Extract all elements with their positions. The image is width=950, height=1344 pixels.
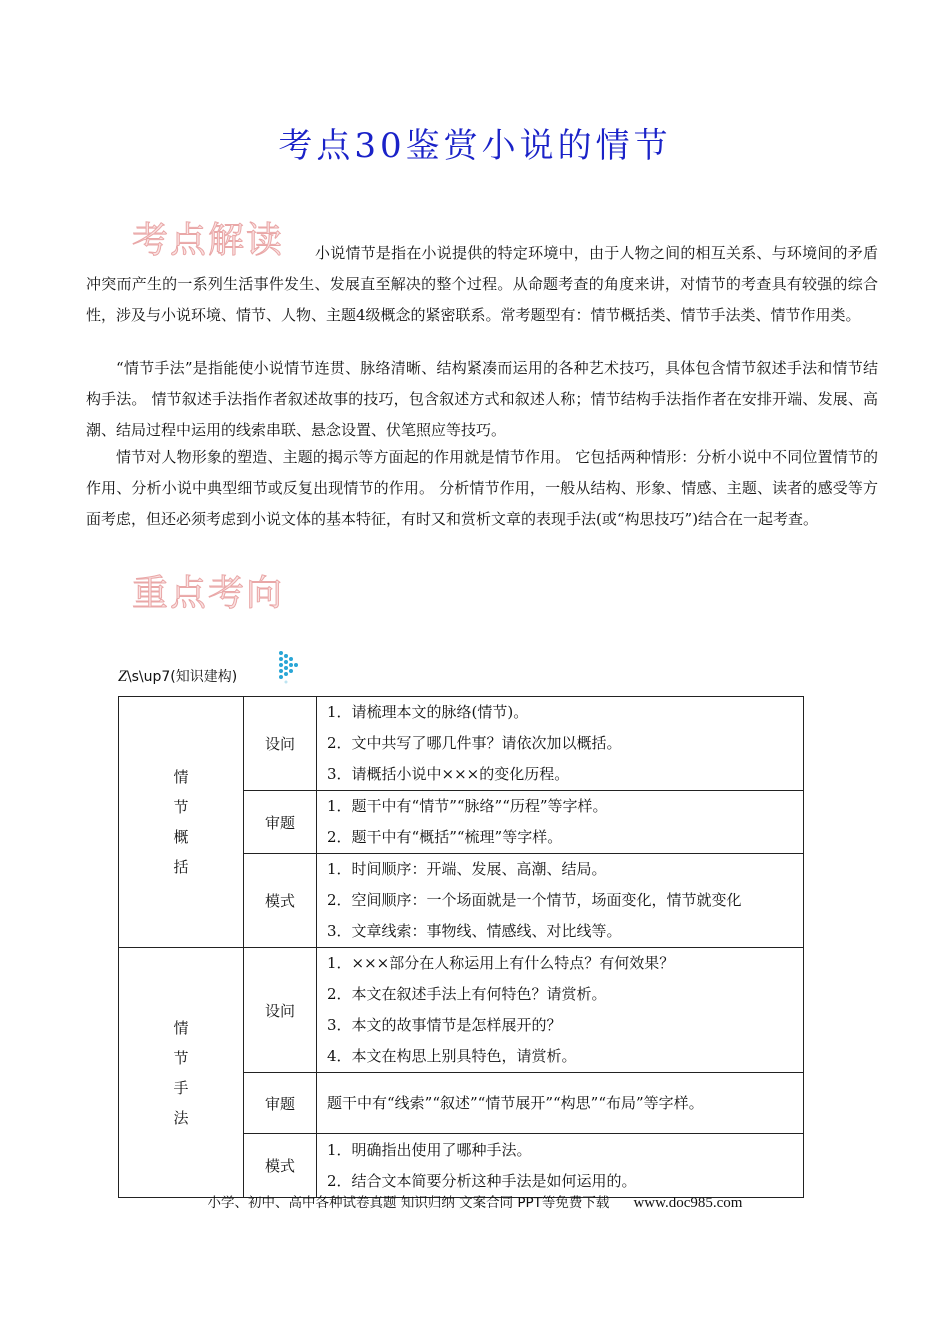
section-heading-interpretation: 考点解读 xyxy=(132,220,285,261)
knowledge-structure-label xyxy=(118,666,237,686)
plot-questions xyxy=(317,697,804,791)
knowledge-label-text: \s\up7(知识建构) xyxy=(126,669,238,685)
page-title: 考点30鉴赏小说的情节 xyxy=(278,126,672,166)
list-item: 2．空间顺序：一个场面就是一个情节，场面变化，情节就变化 xyxy=(327,891,742,909)
footer-text: 小学、初中、高中各种试卷真题 知识归纳 文案合同 PPT等免费下载 xyxy=(207,1195,610,1211)
list-item: 1．时间顺序：开端、发展、高潮、结局。 xyxy=(327,860,607,878)
table-row xyxy=(119,948,804,1073)
paragraph-plot-technique: “情节手法”是指能使小说情节连贯、脉络清晰、结构紧凑而运用的各种艺术技巧，具体包含情节叙述手法和情节结构手法。 情节叙述手法指作者叙述故事的技巧，包含叙述方式和叙述人称；情节结构手法指作者在安排开端、发展、高潮、结局过程中运用的线索串联、悬念设置、伏笔照应等技巧。 xyxy=(86,359,878,439)
category-plot-technique: 情 节 手 法 xyxy=(119,948,244,1198)
list-item: 4．本文在构思上别具特色，请赏析。 xyxy=(327,1047,577,1065)
list-item: 1．题干中有“情节”“脉络”“历程”等字样。 xyxy=(327,797,608,815)
plot-patterns xyxy=(317,854,804,948)
paragraph-plot-function: 情节对人物形象的塑造、主题的揭示等方面起的作用就是情节作用。 它包括两种情形：分析小说中不同位置情节的作用、分析小说中典型细节或反复出现情节的作用。 分析情节作用，一般从结构、形象、情感、主题、读者的感受等方面考虑，但还必须考虑到小说文体的基本特征，有时又和赏析文章的表现手法(或“构思技巧”)结合在一起考查。 xyxy=(86,448,878,528)
technique-stem xyxy=(317,1073,804,1134)
sub-label-question: 设问 xyxy=(244,948,317,1073)
page-footer xyxy=(0,1191,950,1212)
plot-stems xyxy=(317,791,804,854)
sub-label-stem: 审题 xyxy=(244,1073,317,1134)
list-item: 1．明确指出使用了哪种手法。 xyxy=(327,1140,532,1159)
list-item: 3．本文的故事情节是怎样展开的？ xyxy=(327,1016,562,1034)
list-item: 2．本文在叙述手法上有何特色？请赏析。 xyxy=(327,985,607,1003)
list-item: 2．文中共写了哪几件事？请依次加以概括。 xyxy=(327,734,622,752)
list-item: 2．题干中有“概括”“梳理”等字样。 xyxy=(327,828,563,846)
list-item: 2．结合文本简要分析这种手法是如何运用的。 xyxy=(327,1171,637,1190)
sub-label-pattern: 模式 xyxy=(244,1134,317,1198)
knowledge-label-z: Z xyxy=(118,668,127,685)
play-arrow-icon xyxy=(278,650,300,688)
list-item: 3．请概括小说中×××的变化历程。 xyxy=(327,765,570,783)
sub-label-question: 设问 xyxy=(244,697,317,791)
technique-questions xyxy=(317,948,804,1073)
technique-patterns xyxy=(317,1134,804,1198)
section-heading-focus: 重点考向 xyxy=(132,573,285,614)
table-row xyxy=(119,697,804,791)
list-item: 3．文章线索：事物线、情感线、对比线等。 xyxy=(327,922,622,940)
sub-label-stem: 审题 xyxy=(244,791,317,854)
sub-label-pattern: 模式 xyxy=(244,854,317,948)
list-item: 1．请梳理本文的脉络(情节)。 xyxy=(327,703,529,721)
knowledge-table xyxy=(118,696,804,1198)
footer-url[interactable]: www.doc985.com xyxy=(633,1195,743,1211)
list-item: 1．×××部分在人称运用上有什么特点？有何效果？ xyxy=(327,954,675,972)
category-plot-summary: 情 节 概 括 xyxy=(119,697,244,948)
list-item: 题干中有“线索”“叙述”“情节展开”“构思”“布局”等字样。 xyxy=(327,1093,704,1112)
paragraph-plot-definition: 小说情节是指在小说提供的特定环境中，由于人物之间的相互关系、与环境间的矛盾冲突而产生的一系列生活事件发生、发展直至解决的整个过程。从命题考查的角度来讲，对情节的考查具有较强的综合性，涉及与小说环境、情节、人物、主题4级概念的紧密联系。常考题型有：情节概括类、情节手法类、情节作用类。 xyxy=(86,244,878,324)
